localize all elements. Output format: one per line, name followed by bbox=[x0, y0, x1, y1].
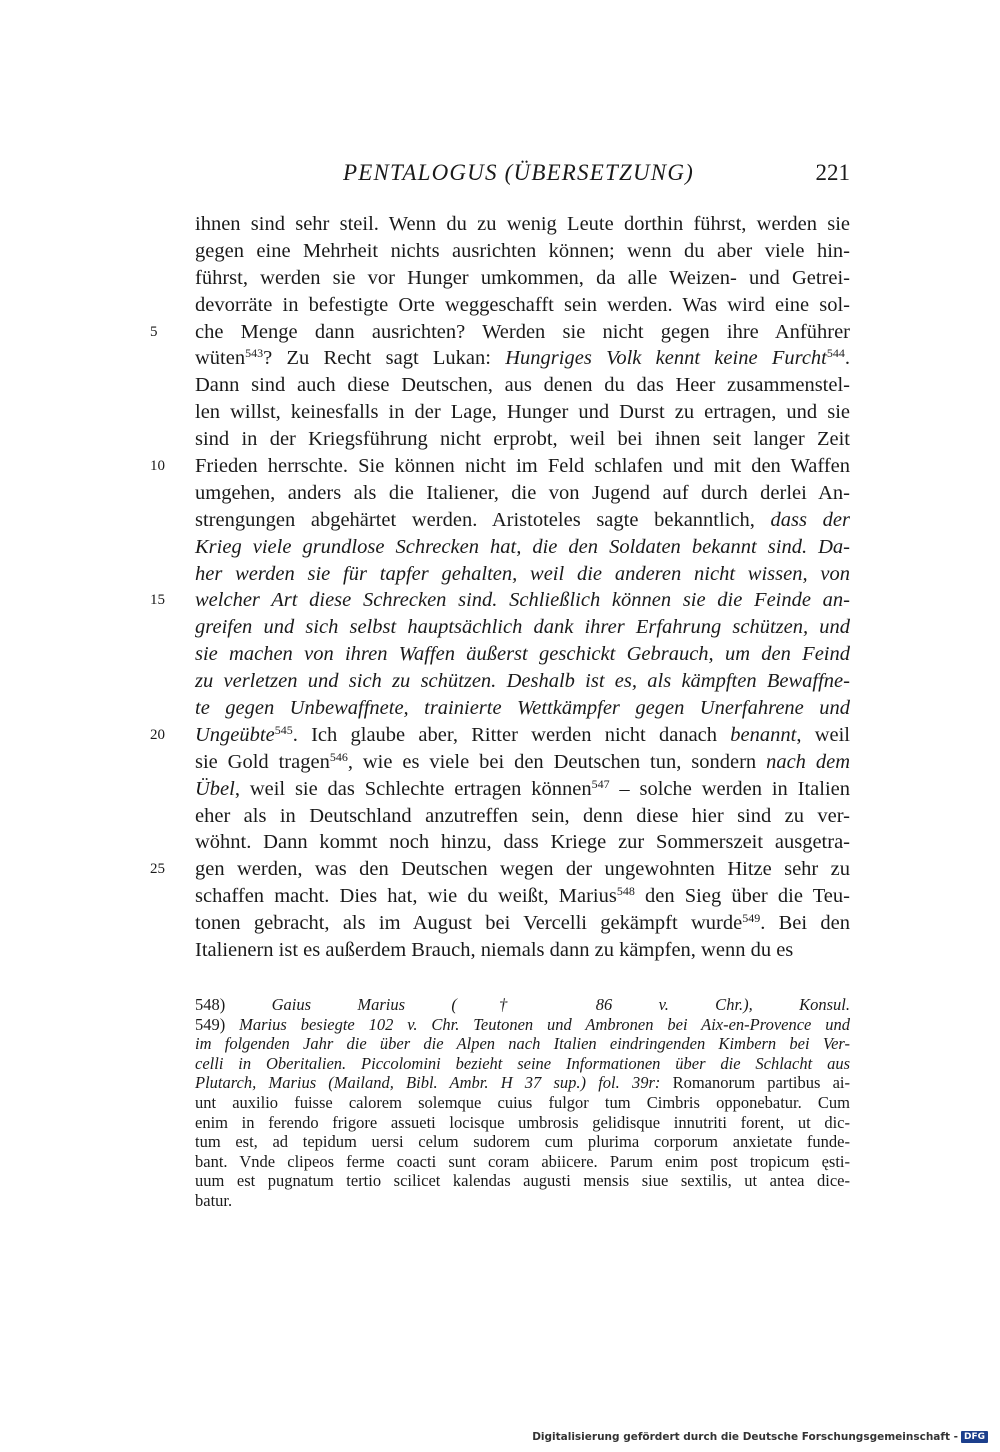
text-line bbox=[195, 507, 850, 534]
text-run: bant. Vnde clipeos ferme coacti sunt coram abiicere. Parum enim post tropicum ęsti- bbox=[195, 1151, 850, 1171]
line-number: 25 bbox=[150, 861, 165, 878]
text-run: sie Gold tragen bbox=[195, 750, 330, 773]
text-run: ihnen sind sehr steil. Wenn du zu wenig Leute dorthin führst, werden sie bbox=[195, 213, 850, 235]
text-run: 549) bbox=[195, 1014, 240, 1034]
text-line bbox=[195, 803, 850, 830]
line-number: 5 bbox=[150, 323, 158, 340]
text-line bbox=[195, 372, 850, 399]
text-line bbox=[195, 695, 850, 722]
footnote-reference: 543 bbox=[245, 346, 264, 361]
text-run: Dann sind auch diese Deutschen, aus denen du das Heer zusammenstel- bbox=[195, 374, 850, 397]
text-line bbox=[195, 614, 850, 641]
text-run: wüten bbox=[195, 347, 246, 370]
text-run: , weil sie das Schlechte ertragen können bbox=[234, 777, 592, 800]
credit-text: Digitalisierung gefördert durch die Deutsche Forschungsgemeinschaft - bbox=[532, 1431, 958, 1443]
main-text bbox=[150, 211, 851, 964]
italic-text: her werden sie für tapfer gehalten, weil die anderen nicht wissen, von bbox=[195, 562, 850, 585]
text-run: . Bei den bbox=[760, 912, 850, 935]
text-line bbox=[195, 211, 850, 238]
footnote-line bbox=[195, 1132, 850, 1152]
text-run: schaffen macht. Dies hat, wie du weißt, Marius bbox=[195, 885, 617, 908]
footnote-line bbox=[195, 1034, 850, 1054]
italic-text: Marius besiegte 102 v. Chr. Teutonen und Ambronen bei Aix-en-Provence und bbox=[239, 1014, 850, 1034]
text-line bbox=[150, 587, 850, 614]
text-run: . bbox=[844, 347, 850, 370]
text-line bbox=[195, 534, 850, 561]
text-run: che Menge dann ausrichten? Werden sie nicht gegen ihre Anführer bbox=[195, 320, 850, 343]
italic-text: dass der bbox=[770, 508, 850, 531]
text-line bbox=[150, 856, 850, 883]
text-line bbox=[195, 937, 850, 964]
footnote-reference: 547 bbox=[591, 776, 610, 791]
text-run: Frieden herrschte. Sie können nicht im Feld schlafen und mit den Waffen bbox=[195, 455, 850, 478]
page-number: 221 bbox=[815, 160, 850, 185]
text-line bbox=[195, 641, 850, 668]
text-run: enim in ferendo frigore assueti locisque umbrosis gelidisque innutriti forent, ut dic- bbox=[195, 1112, 850, 1132]
text-line bbox=[195, 829, 850, 856]
dfg-logo: DFG bbox=[961, 1431, 988, 1443]
text-run: len willst, keinesfalls in der Lage, Hunger und Durst zu ertragen, und sie bbox=[195, 401, 850, 424]
text-run: sind in der Kriegsführung nicht erprobt, weil bei ihnen seit langer Zeit bbox=[195, 428, 850, 451]
italic-text: Hungriges Volk kennt keine Furcht bbox=[505, 347, 827, 370]
text-run: Italienern ist es außerdem Brauch, niemals dann zu kämpfen, wenn du es bbox=[195, 939, 794, 962]
text-run: eher als in Deutschland anzutreffen sein, denn diese hier sind zu ver- bbox=[195, 804, 850, 827]
italic-text: Ungeübte bbox=[195, 723, 275, 746]
italic-text: greifen und sich selbst hauptsächlich dank ihrer Erfahrung schützen, und bbox=[195, 616, 850, 639]
italic-text: te gegen Unbewaffnete, trainierte Wettkämpfer gegen Unerfahrene und bbox=[195, 697, 850, 720]
footnotes bbox=[195, 995, 850, 1211]
italic-text: Plutarch, Marius (Mailand, Bibl. Ambr. H 37 sup.) fol. 39r: bbox=[195, 1073, 661, 1093]
footnote-line bbox=[195, 1054, 850, 1074]
footnote-line bbox=[195, 1152, 850, 1172]
footnote-reference: 548 bbox=[616, 884, 635, 899]
italic-text: Krieg viele grundlose Schrecken hat, die den Soldaten bekannt sind. Da- bbox=[195, 535, 850, 558]
text-run: . Ich glaube aber, Ritter werden nicht danach bbox=[292, 723, 731, 746]
italic-text: sie machen von ihren Waffen äußerst geschickt Gebrauch, um den Feind bbox=[195, 643, 850, 666]
italic-text: nach dem bbox=[766, 750, 850, 773]
line-number: 15 bbox=[150, 592, 165, 609]
text-run: gegen eine Mehrheit nichts ausrichten können; wenn du aber viele hin- bbox=[195, 239, 850, 262]
footnote-reference: 549 bbox=[742, 911, 761, 926]
text-line bbox=[195, 265, 850, 292]
text-line bbox=[195, 910, 850, 937]
text-run: unt auxilio fuisse calorem solemque cuius fulgor tum Cimbris opponebatur. Cum bbox=[195, 1092, 850, 1112]
italic-text: zu verletzen und sich zu schützen. Deshalb ist es, als kämpften Bewaffne- bbox=[195, 670, 850, 693]
text-run: tonen gebracht, als im August bei Vercelli gekämpft wurde bbox=[195, 912, 743, 935]
text-line bbox=[195, 399, 850, 426]
text-line bbox=[150, 722, 850, 749]
text-run: umgehen, anders als die Italiener, die von Jugend auf durch derlei An- bbox=[195, 481, 850, 504]
text-line bbox=[150, 319, 850, 346]
text-line bbox=[195, 561, 850, 588]
footnote-reference: 545 bbox=[274, 722, 293, 737]
text-run: tum est, ad tepidum uersi celum sudorem cum plurima corporum anxietate funde- bbox=[195, 1132, 850, 1152]
footnote-line bbox=[195, 1113, 850, 1133]
text-line bbox=[195, 426, 850, 453]
text-run: , weil bbox=[796, 723, 850, 746]
text-run: führst, werden sie vor Hunger umkommen, da alle Weizen- und Getrei- bbox=[195, 266, 850, 289]
text-run: gen werden, was den Deutschen wegen der ungewohnten Hitze sehr zu bbox=[195, 858, 850, 881]
text-line bbox=[195, 668, 850, 695]
footnote-line bbox=[195, 1015, 850, 1035]
text-line bbox=[195, 776, 850, 803]
text-run: 548) bbox=[195, 995, 272, 1014]
line-number: 10 bbox=[150, 458, 165, 475]
line-number: 20 bbox=[150, 726, 165, 743]
text-run: den Sieg über die Teu- bbox=[634, 885, 850, 908]
text-line bbox=[195, 480, 850, 507]
italic-text: Übel bbox=[195, 777, 235, 800]
footnote-reference: 546 bbox=[329, 749, 348, 764]
text-line bbox=[195, 292, 850, 319]
footnote-reference: 544 bbox=[826, 346, 845, 361]
text-run: ? Zu Recht sagt Lukan: bbox=[263, 347, 506, 370]
text-line bbox=[195, 345, 850, 372]
text-run: Romanorum partibus ai- bbox=[660, 1073, 850, 1093]
footnote-line bbox=[195, 1093, 850, 1113]
text-line bbox=[195, 238, 850, 265]
text-line bbox=[195, 883, 850, 910]
text-run: , wie es viele bei den Deutschen tun, sondern bbox=[347, 750, 767, 773]
footnote-line bbox=[195, 1171, 850, 1191]
footnote-line bbox=[195, 1191, 850, 1211]
italic-text: Gaius Marius († 86 v. Chr.), Konsul. bbox=[271, 995, 850, 1014]
italic-text: benannt bbox=[730, 723, 797, 746]
text-run: batur. bbox=[195, 1190, 233, 1210]
text-run: – solche werden in Italien bbox=[609, 777, 851, 800]
text-line bbox=[150, 453, 850, 480]
text-line bbox=[195, 749, 850, 776]
running-header bbox=[195, 160, 850, 194]
text-run: devorräte in befestigte Orte weggeschafft sein werden. Was wird eine sol- bbox=[195, 293, 850, 316]
italic-text: welcher Art diese Schrecken sind. Schließlich können sie die Feinde an- bbox=[195, 589, 850, 612]
text-run: wöhnt. Dann kommt noch hinzu, dass Kriege zur Sommerszeit ausgetra- bbox=[195, 831, 850, 854]
italic-text: celli in Oberitalien. Piccolomini bezieht seine Informationen über die Schlacht aus bbox=[195, 1053, 850, 1073]
running-title: PENTALOGUS (ÜBERSETZUNG) bbox=[343, 160, 695, 185]
footnote-line bbox=[195, 1073, 850, 1093]
digitization-credit bbox=[532, 1428, 988, 1446]
italic-text: im folgenden Jahr die über die Alpen nach Italien eindringenden Kimbern bei Ver- bbox=[195, 1034, 850, 1054]
text-run: uum est pugnatum tertio scilicet kalendas augusti mensis siue sextilis, ut antea dice- bbox=[195, 1171, 850, 1191]
text-run: strengungen abgehärtet werden. Aristoteles sagte bekanntlich, bbox=[195, 508, 771, 531]
footnote-line bbox=[195, 995, 850, 1015]
